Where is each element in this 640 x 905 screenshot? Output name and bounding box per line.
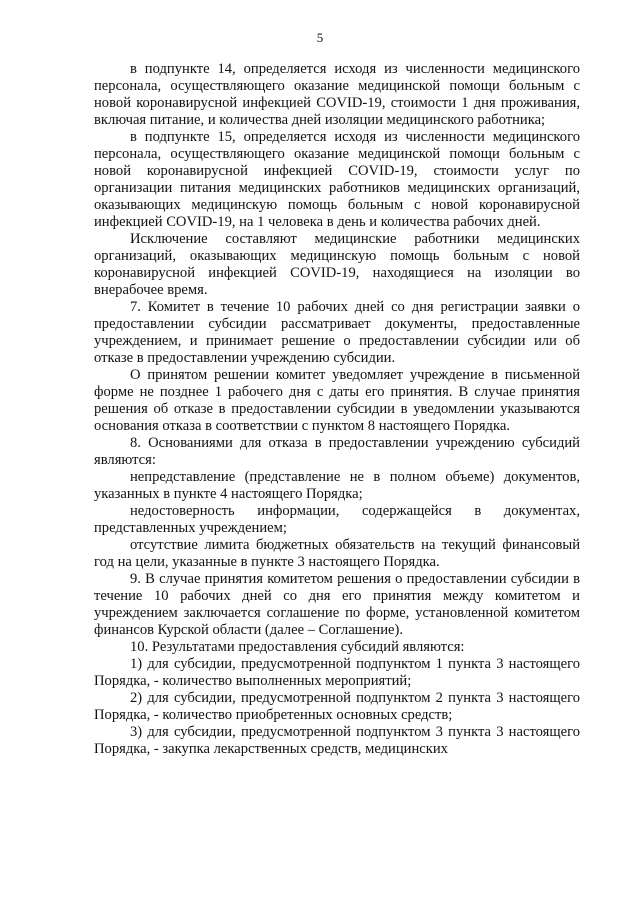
paragraph-item-7: 7. Комитет в течение 10 рабочих дней со дня регистрации заявки о предоставлении субсидии рассматривает документы, предоставленные учреждением, и принимает решение о предоставлении субсидии или об отказе в предоставлении учреждению субсидии. (94, 299, 580, 366)
paragraph-result-1: 1) для субсидии, предусмотренной подпунктом 1 пункта 3 настоящего Порядка, - количество выполненных мероприятий; (94, 656, 580, 689)
paragraph-result-3: 3) для субсидии, предусмотренной подпунктом 3 пункта 3 настоящего Порядка, - закупка лекарственных средств, медицинских (94, 724, 580, 757)
document-body (94, 61, 580, 758)
page-number: 5 (316, 30, 324, 45)
paragraph-item-10: 10. Результатами предоставления субсидий являются: (130, 639, 465, 655)
paragraph-refusal-reason-1: непредставление (представление не в полном объеме) документов, указанных в пункте 4 настоящего Порядка; (94, 469, 580, 502)
paragraph-subpoint-15: в подпункте 15, определяется исходя из численности медицинского персонала, осуществляющего оказание медицинской помощи больным с новой коронавирусной инфекцией COVID-19, стоимости услуг по организации питания медицинских работников медицинских организаций, оказывающих медицинскую помощь больным с новой коронавирусной инфекцией COVID-19, на 1 человека в день и количества рабочих дней. (94, 129, 580, 230)
paragraph-item-9: 9. В случае принятия комитетом решения о предоставлении субсидии в течение 10 рабочих дней со дня его принятия между комитетом и учреждением заключается соглашение по форме, установленной комитетом финансов Курской области (далее – Соглашение). (94, 571, 580, 638)
paragraph-notification: О принятом решении комитет уведомляет учреждение в письменной форме не позднее 1 рабочего дня с даты его принятия. В случае принятия решения об отказе в предоставлении субсидии в уведомлении указываются основания отказа в соответствии с пунктом 8 настоящего Порядка. (94, 367, 580, 434)
paragraph-refusal-reason-3: отсутствие лимита бюджетных обязательств на текущий финансовый год на цели, указанные в пункте 3 настоящего Порядка. (94, 537, 580, 570)
paragraph-exception: Исключение составляют медицинские работники медицинских организаций, оказывающих медицинскую помощь больным с новой коронавирусной инфекцией COVID-19, находящиеся на изоляции во внерабочее время. (94, 231, 580, 298)
paragraph-item-8: 8. Основаниями для отказа в предоставлении учреждению субсидий являются: (94, 435, 580, 468)
paragraph-subpoint-14: в подпункте 14, определяется исходя из численности медицинского персонала, осуществляющего оказание медицинской помощи больным с новой коронавирусной инфекцией COVID-19, стоимости 1 дня проживания, включая питание, и количества дней изоляции медицинского работника; (94, 61, 580, 128)
paragraph-refusal-reason-2: недостоверность информации, содержащейся в документах, представленных учреждением; (94, 503, 580, 536)
paragraph-result-2: 2) для субсидии, предусмотренной подпунктом 2 пункта 3 настоящего Порядка, - количество приобретенных основных средств; (94, 690, 580, 723)
